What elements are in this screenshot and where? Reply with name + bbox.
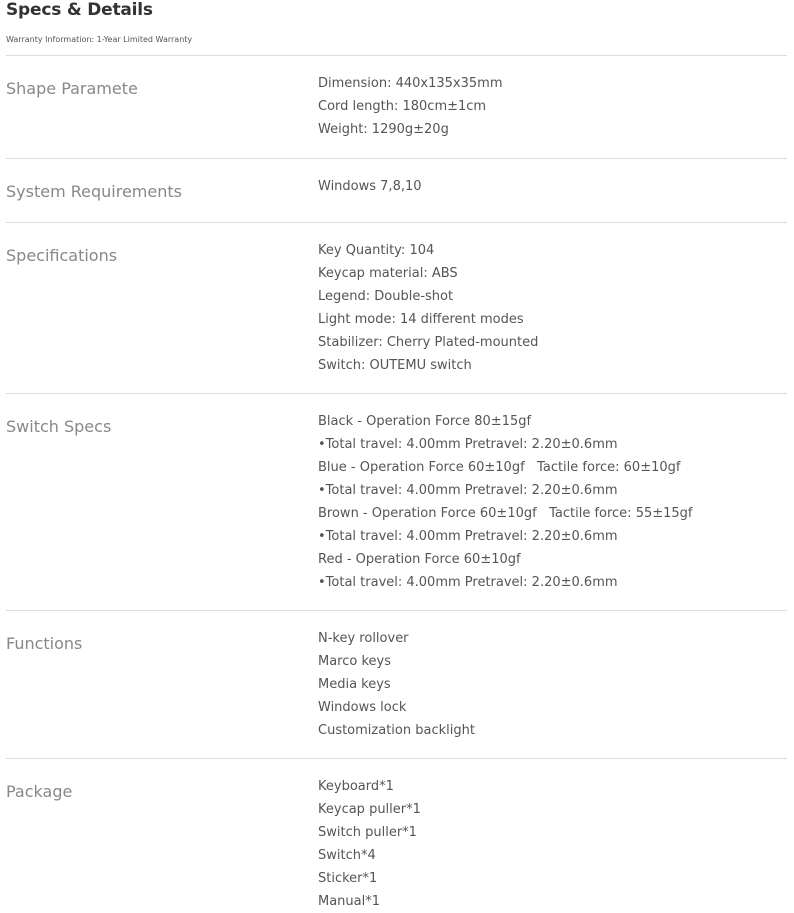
- spec-value: Brown - Operation Force 60±10gf Tactile force: 55±15gf: [318, 506, 693, 521]
- spec-value: •Total travel: 4.00mm Pretravel: 2.20±0.6mm: [318, 437, 618, 452]
- spec-value: Stabilizer: Cherry Plated-mounted: [318, 335, 539, 350]
- spec-value: Weight: 1290g±20g: [318, 122, 449, 137]
- spec-label: Package: [6, 782, 73, 801]
- spec-row-shape-parameters: [6, 56, 787, 159]
- spec-value: •Total travel: 4.00mm Pretravel: 2.20±0.6mm: [318, 529, 618, 544]
- spec-value: Windows lock: [318, 700, 407, 715]
- spec-value: Dimension: 440x135x35mm: [318, 76, 503, 91]
- spec-label: Shape Paramete: [6, 79, 138, 98]
- spec-value: N-key rollover: [318, 631, 409, 646]
- spec-values: [318, 56, 787, 158]
- spec-value: Switch puller*1: [318, 825, 417, 840]
- spec-value: •Total travel: 4.00mm Pretravel: 2.20±0.6mm: [318, 483, 618, 498]
- spec-row-switch-specs: [6, 394, 787, 611]
- spec-value: Cord length: 180cm±1cm: [318, 99, 487, 114]
- spec-value: Switch*4: [318, 848, 376, 863]
- specs-table: [6, 55, 787, 911]
- page-title: Specs & Details: [6, 0, 153, 20]
- spec-value: Red - Operation Force 60±10gf: [318, 552, 521, 567]
- spec-value: •Total travel: 4.00mm Pretravel: 2.20±0.6mm: [318, 575, 618, 590]
- spec-value: Media keys: [318, 677, 391, 692]
- warranty-info: Warranty Information: 1-Year Limited Warranty: [6, 35, 193, 44]
- spec-label: Specifications: [6, 246, 118, 265]
- spec-value: Marco keys: [318, 654, 392, 669]
- spec-row-system-requirements: [6, 159, 787, 223]
- spec-value: Black - Operation Force 80±15gf: [318, 414, 532, 429]
- spec-label: System Requirements: [6, 182, 182, 201]
- spec-value: Manual*1: [318, 894, 381, 909]
- spec-values: [318, 394, 787, 610]
- spec-values: [318, 223, 787, 393]
- spec-row-specifications: [6, 223, 787, 394]
- spec-value: Keycap material: ABS: [318, 266, 458, 281]
- spec-row-package: [6, 759, 787, 911]
- spec-label: Functions: [6, 634, 83, 653]
- spec-value: Legend: Double-shot: [318, 289, 454, 304]
- spec-values: [318, 759, 787, 911]
- spec-values: [318, 611, 787, 758]
- spec-row-functions: [6, 611, 787, 759]
- spec-value: Key Quantity: 104: [318, 243, 435, 258]
- spec-value: Light mode: 14 different modes: [318, 312, 524, 327]
- spec-label: Switch Specs: [6, 417, 112, 436]
- spec-value: Customization backlight: [318, 723, 475, 738]
- spec-values: [318, 159, 787, 222]
- spec-value: Blue - Operation Force 60±10gf Tactile force: 60±10gf: [318, 460, 681, 475]
- spec-value: Sticker*1: [318, 871, 378, 886]
- spec-value: Windows 7,8,10: [318, 179, 422, 194]
- spec-value: Switch: OUTEMU switch: [318, 358, 472, 373]
- spec-value: Keyboard*1: [318, 779, 394, 794]
- spec-value: Keycap puller*1: [318, 802, 421, 817]
